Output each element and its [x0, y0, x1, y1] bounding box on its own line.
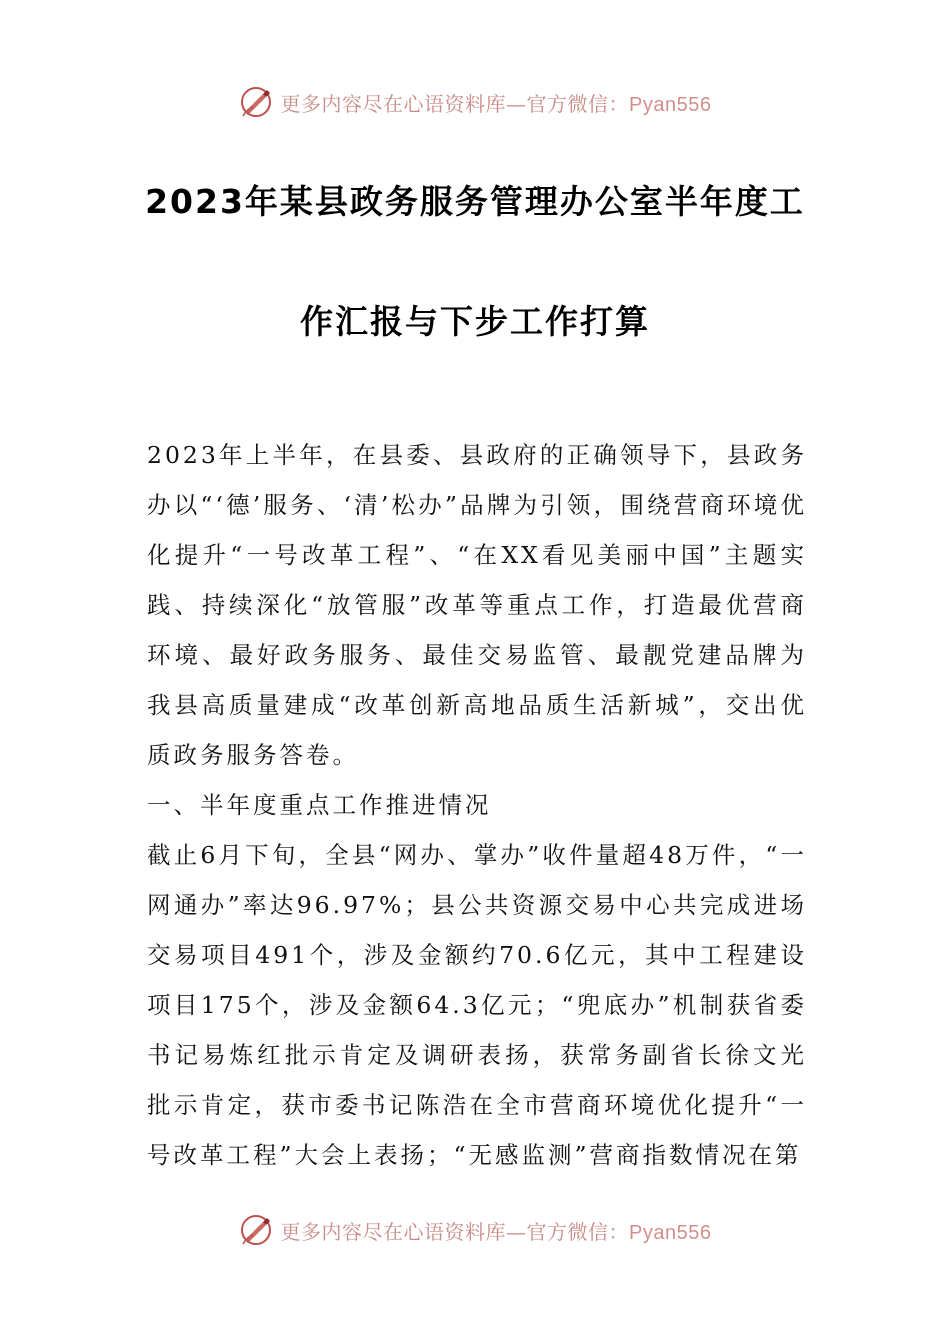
watermark-header [0, 82, 950, 122]
watermark-wechat-id: Pyan556 [629, 93, 712, 116]
watermark-footer [0, 1210, 950, 1250]
watermark-text: 更多内容尽在心语资料库—官方微信：Pyan556 [280, 91, 712, 116]
watermark-text: 更多内容尽在心语资料库—官方微信：Pyan556 [280, 1219, 712, 1244]
document-body [147, 430, 807, 1180]
body-paragraph-intro: 2023年上半年，在县委、县政府的正确领导下，县政务办以“‘德’服务、‘清’松办”品牌为引领，围绕营商环境优化提升“一号改革工程”、“在XX看见美丽中国”主题实践、持续深化“放管服”改革等重点工作，打造最优营商环境、最好政务服务、最佳交易监管、最靓党建品牌为我县高质量建成“改革创新高地品质生活新城”，交出优质政务服务答卷。 [147, 441, 807, 769]
pen-circle-icon [239, 85, 273, 119]
document-title-line-1: 2023年某县政务服务管理办公室半年度工 [145, 182, 805, 221]
watermark-wechat-id: Pyan556 [629, 1221, 712, 1244]
body-paragraph-progress: 截止6月下旬，全县“网办、掌办”收件量超48万件，“一网通办”率达96.97%；县公共资源交易中心共完成进场交易项目491个，涉及金额约70.6亿元，其中工程建设项目175个，涉及金额64.3亿元；“兜底办”机制获省委书记易炼红批示肯定及调研表扬，获常务副省长徐文光批示肯定，获市委书记陈浩在全市营商环境优化提升“一号改革工程”大会上表扬；“无感监测”营商指数情况在第 [147, 841, 807, 1169]
pen-circle-icon [239, 1213, 273, 1247]
document-title-line-2: 作汇报与下步工作打算 [300, 302, 650, 341]
section-heading: 一、半年度重点工作推进情况 [147, 791, 492, 819]
